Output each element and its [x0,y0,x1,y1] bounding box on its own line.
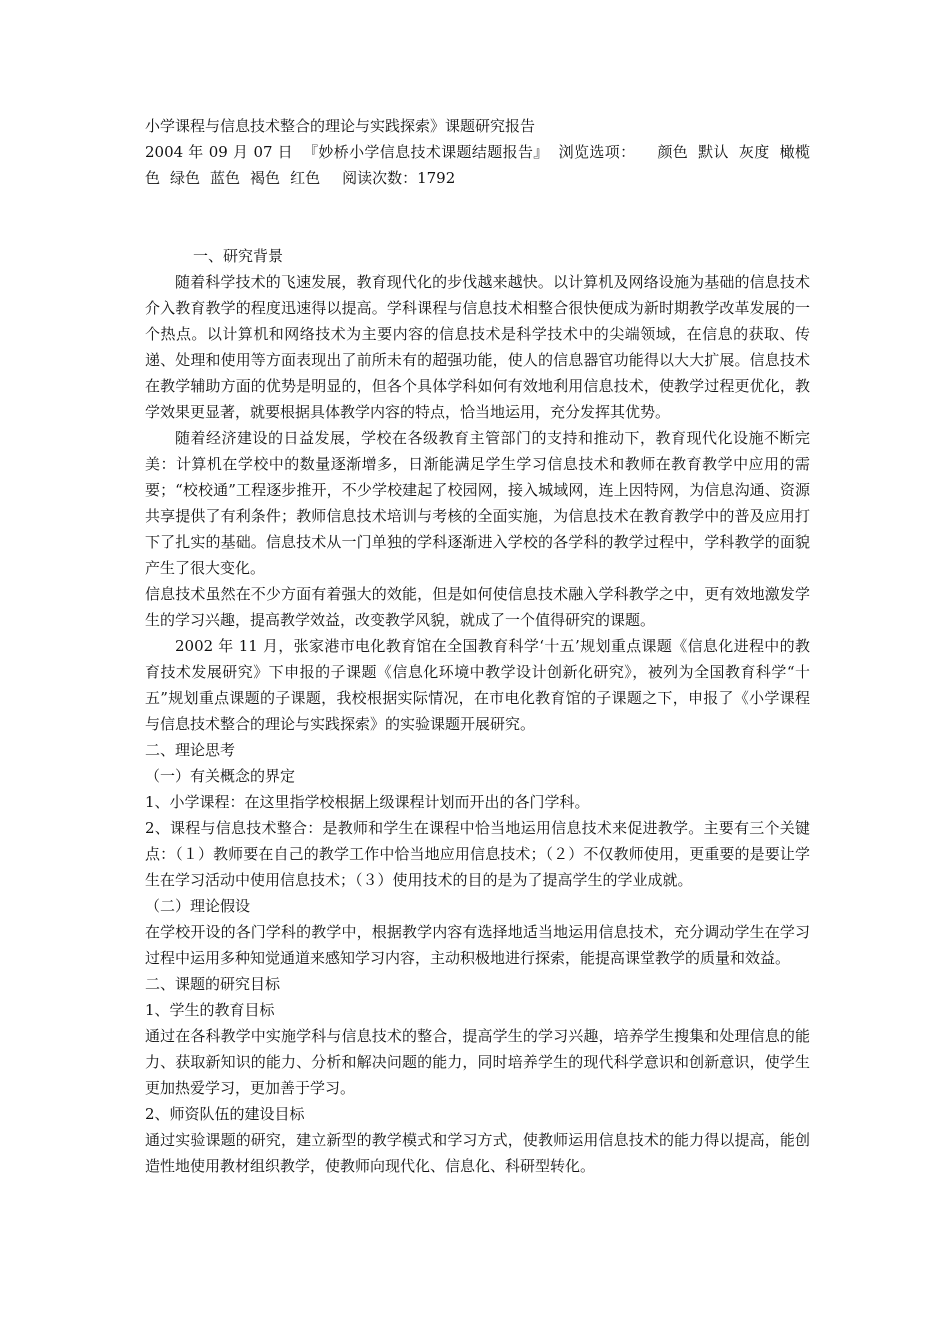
paragraph: 1、学生的教育目标 [145,1001,275,1019]
paragraph: 2002 年 11 月，张家港市电化教育馆在全国教育科学‘十五’规划重点课题《信息化进程中的教育技术发展研究》下申报的子课题《信息化环境中教学设计创新化研究》，被列为全国教育科学“十五”规划重点课题的子课题，我校根据实际情况，在市电化教育馆的子课题之下，申报了《小学课程与信息技术整合的理论与实践探索》的实验课题开展研究。 [145,637,810,733]
paragraph: 二、课题的研究目标 [145,975,281,993]
paragraph: 1、小学课程：在这里指学校根据上级课程计划而开出的各门学科。 [145,793,590,811]
paragraph: 信息技术虽然在不少方面有着强大的效能，但是如何使信息技术融入学科教学之中，更有效地激发学生的学习兴趣，提高教学效益，改变教学风貌，就成了一个值得研究的课题。 [145,585,810,629]
spacer [145,191,810,243]
paragraph: 二、理论思考 [145,741,236,759]
color-option-default[interactable]: 默认 [698,143,729,161]
source-label: 『妙桥小学信息技术课题结题报告』 [303,143,549,161]
paragraph: 随着科学技术的飞速发展，教育现代化的步伐越来越快。以计算机及网络设施为基础的信息技术介入教育教学的程度迅速得以提高。学科课程与信息技术相整合很快便成为新时期教学改革发展的一个热点。以计算机和网络技术为主要内容的信息技术是科学技术中的尖端领域，在信息的获取、传递、处理和使用等方面表现出了前所未有的超强功能，使人的信息器官功能得以大大扩展。信息技术在教学辅助方面的优势是明显的，但各个具体学科如何有效地利用信息技术，使教学过程更优化，教学效果更显著，就要根据具体教学内容的特点，恰当地运用，充分发挥其优势。 [145,273,810,421]
paragraph: （二）理论假设 [145,897,251,915]
color-option-green[interactable]: 绿色 [170,169,201,187]
color-option-blue[interactable]: 蓝色 [210,169,241,187]
paragraph: 2、课程与信息技术整合：是教师和学生在课程中恰当地运用信息技术来促进教学。主要有三个关键点：（１）教师要在自己的教学工作中恰当地应用信息技术；（２）不仅教师使用，更重要的是要让学生在学习活动中使用信息技术；（３）使用技术的目的是为了提高学生的学业成就。 [145,819,810,889]
read-count: 阅读次数：1792 [342,169,456,187]
color-option-brown[interactable]: 褐色 [250,169,281,187]
paragraph: 随着经济建设的日益发展，学校在各级教育主管部门的支持和推动下，教育现代化设施不断完美：计算机在学校中的数量逐渐增多，日渐能满足学生学习信息技术和教师在教育教学中应用的需要；“校校通”工程逐步推开，不少学校建起了校园网，接入城域网，连上因特网，为信息沟通、资源共享提供了有利条件；教师信息技术培训与考核的全面实施，为信息技术在教育教学中的普及应用打下了扎实的基础。信息技术从一门单独的学科逐渐进入学校的各学科的教学过程中，学科教学的面貌产生了很大变化。 [145,429,810,577]
document-page [145,113,810,1179]
paragraph: 通过实验课题的研究，建立新型的教学模式和学习方式，使教师运用信息技术的能力得以提高，能创造性地使用教材组织教学，使教师向现代化、信息化、科研型转化。 [145,1131,810,1175]
color-option-red[interactable]: 红色 [290,169,321,187]
paragraph: 通过在各科教学中实施学科与信息技术的整合，提高学生的学习兴趣，培养学生搜集和处理信息的能力、获取新知识的能力、分析和解决问题的能力，同时培养学生的现代科学意识和创新意识，使学生更加热爱学习，更加善于学习。 [145,1027,810,1097]
browse-options-label: 浏览选项： [558,143,636,161]
paragraph: 2、师资队伍的建设目标 [145,1105,305,1123]
publish-date: 2004 年 09 月 07 日 [145,143,294,161]
paragraph: （一）有关概念的界定 [145,767,296,785]
color-option-label: 颜色 [657,143,689,161]
page-title: 小学课程与信息技术整合的理论与实践探索》课题研究报告 [145,117,536,135]
paragraph: 在学校开设的各门学科的教学中，根据教学内容有选择地适当地运用信息技术，充分调动学生在学习过程中运用多种知觉通道来感知学习内容，主动积极地进行探索，能提高课堂教学的质量和效益。 [145,923,810,967]
color-option-olive[interactable]: 橄榄色 [145,143,810,187]
color-option-gray[interactable]: 灰度 [738,143,770,161]
paragraph: 一、研究背景 [193,247,284,265]
article-body [145,243,810,1179]
article-meta [145,139,810,191]
